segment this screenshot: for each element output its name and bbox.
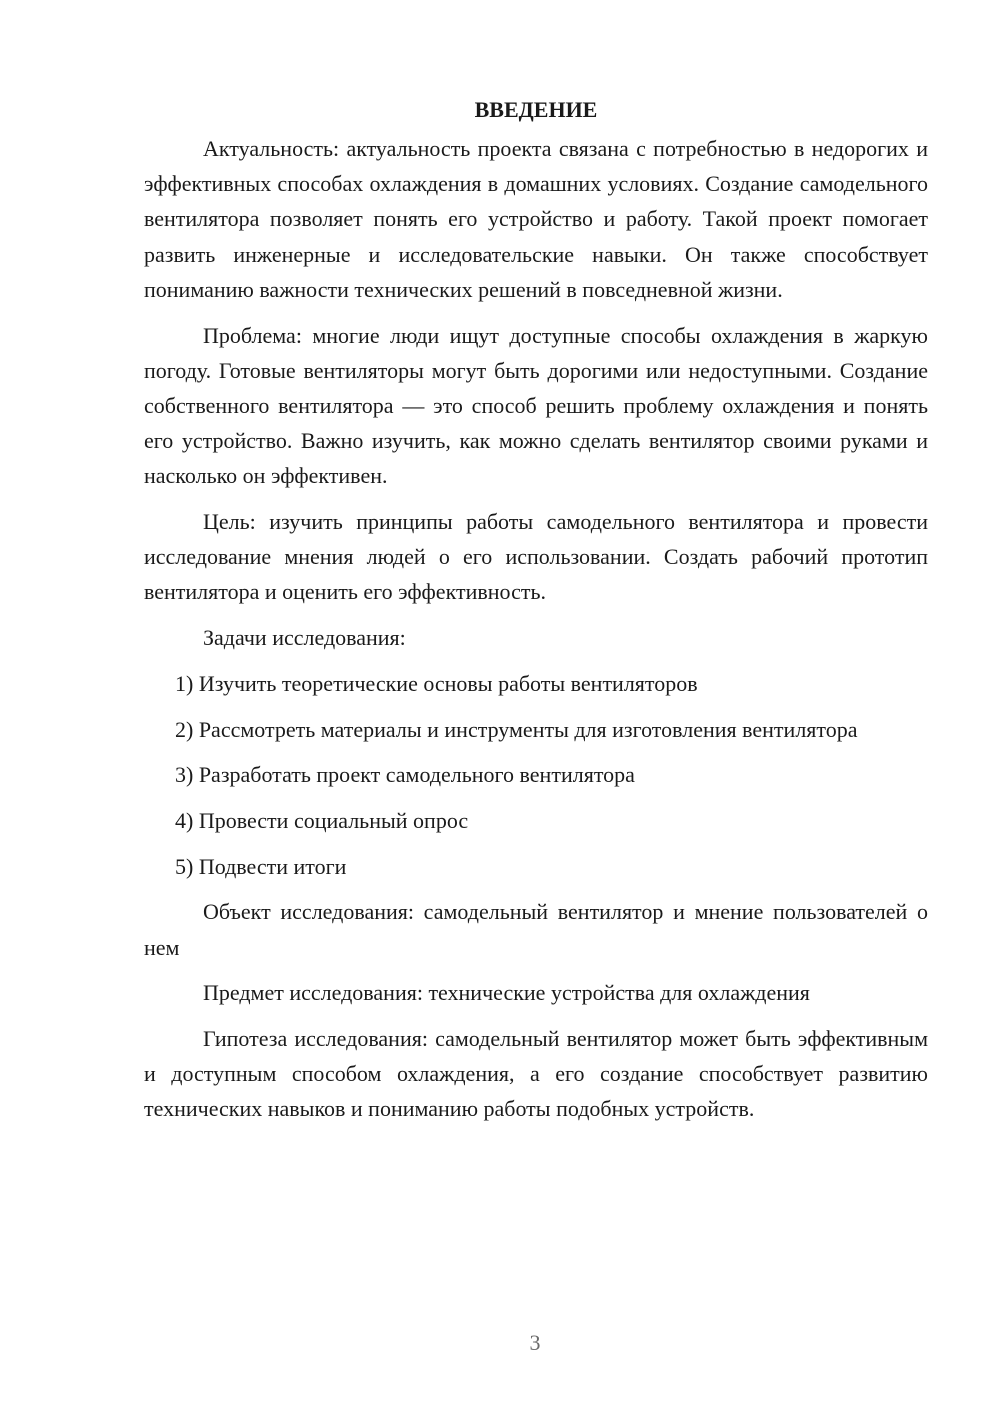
paragraph-subject: Предмет исследования: технические устройства для охлаждения bbox=[203, 980, 810, 1006]
task-item-5: 5) Подвести итоги bbox=[175, 853, 347, 879]
document-page bbox=[144, 92, 928, 1137]
paragraph-object: Объект исследования: самодельный вентилятор и мнение пользователей о нем bbox=[144, 899, 928, 960]
task-item-4: 4) Провести социальный опрос bbox=[175, 807, 469, 833]
section-title: ВВЕДЕНИЕ bbox=[474, 97, 598, 122]
paragraph-goal: Цель: изучить принципы работы самодельного вентилятора и провести исследование мнения людей о его использовании. Создать рабочий прототип вентилятора и оценить его эффективность. bbox=[144, 509, 928, 605]
task-item-2: 2) Рассмотреть материалы и инструменты для изготовления вентилятора bbox=[175, 716, 858, 742]
paragraph-hypothesis: Гипотеза исследования: самодельный вентилятор может быть эффективным и доступным способом охлаждения, а его создание способствует развитию технических навыков и пониманию работы подобных устройств. bbox=[144, 1025, 928, 1122]
page-number: 3 bbox=[529, 1330, 541, 1355]
paragraph-relevance: Актуальность: актуальность проекта связана с потребностью в недорогих и эффективных способах охлаждения в домашних условиях. Создание самодельного вентилятора позволяет понять его устройство и работу. Такой проект помогает развить инженерные и исследовательские навыки. Он также способствует пониманию важности технических решений в повседневной жизни. bbox=[144, 136, 928, 302]
task-item-1: 1) Изучить теоретические основы работы вентиляторов bbox=[175, 670, 698, 696]
paragraph-tasks-heading: Задачи исследования: bbox=[203, 625, 406, 651]
task-item-3: 3) Разработать проект самодельного вентилятора bbox=[175, 762, 635, 788]
paragraph-problem: Проблема: многие люди ищут доступные способы охлаждения в жаркую погоду. Готовые вентиляторы могут быть дорогими или недоступными. Создание собственного вентилятора — это способ решить проблему охлаждения и понять его устройство. Важно изучить, как можно сделать вентилятор своими руками и насколько он эффективен. bbox=[144, 322, 928, 489]
